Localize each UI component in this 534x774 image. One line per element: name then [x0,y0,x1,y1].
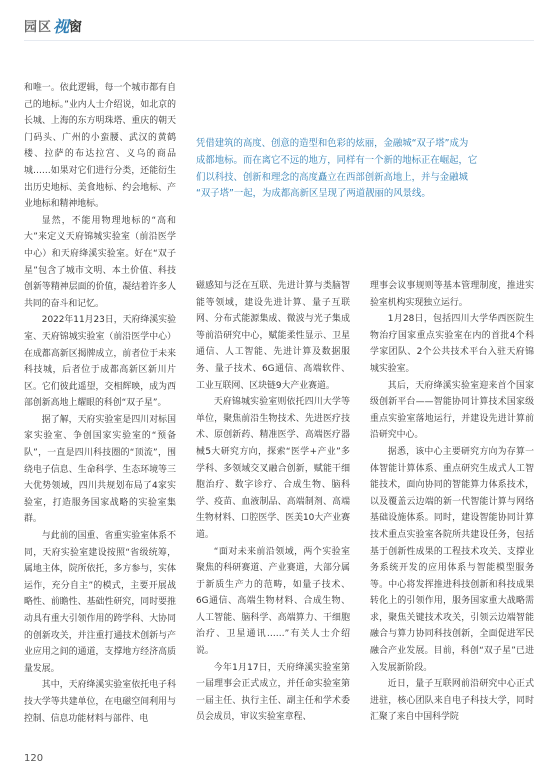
header-text-c: 窗 [69,19,84,35]
paragraph: 与此前的国重、省重实验室体系不同，天府实验室建设按照“省级统筹，属地主体，院所依托，多方参与，实体运作，充分自主”的模式，主要开展战略性、前瞻性、基础性研究，同时要推动具有重大引领作用的跨学科、大协同的创新攻关，并注重打通技术创新与产业应用之间的通道，支撑地方经济高质量发展。 [24,531,176,674]
paragraph: 据了解，天府实验室是四川对标国家实验室、争创国家实验室的“预备队”，一直是四川科技圈的“顶流”，围绕电子信息、生命科学、生态环境等三大优势领域，四川共规划布局了4家实验室，打造服务国家战略的实验室集群。 [24,414,176,525]
pull-quote [196,136,534,203]
paragraph: “面对未来前沿领域，两个实验室聚焦的科研赛道、产业赛道，大部分属于新质生产力的范畴，如量子技术、6G通信、高端生物材料、合成生物、人工智能、脑科学、高端算力、干细胞治疗、卫星通讯……”有关人士介绍说。 [196,546,350,657]
pull-quote-line: 凭借建筑的高度、创意的造型和色彩的炫丽，金融城“双子塔”成为 [196,138,469,149]
page-number: 120 [24,753,44,764]
paragraph: 显然，不能用物理地标的“高和大”来定义天府锦城实验室（前沿医学中心）和天府绛溪实验室。好在“双子星”包含了城市文明、本土价值、科技创新等精神层面的价值，凝结着许多人共同的奋斗和记忆。 [24,215,176,309]
article-column-3 [370,278,534,726]
paragraph: 2022年11月23日，天府绛溪实验室、天府锦城实验室（前沿医学中心）在成都高新区揭牌成立，前者位于未来科技城，后者位于成都高新区新川片区。它们彼此遥望，交相辉映，成为西部创新高地上耀眼的科创“双子星”。 [24,315,176,409]
paragraph: 今年1月17日，天府绛溪实验室第一届理事会正式成立，并任命实验室第一届主任、执行主任、副主任和学术委员会成员，审议实验室章程、 [196,662,350,723]
article-column-2 [196,278,350,726]
paragraph: 和唯一。依此逻辑，每一个城市都有自己的地标。”业内人士介绍说，如北京的长城、上海的东方明珠塔、重庆的朝天门码头、广州的小蛮腰、武汉的黄鹤楼、拉萨的布达拉宫、义乌的商品城……如果对它们进行分类，还能衍生出历史地标、美食地标、约会地标、产业地标和精神地标。 [24,83,176,210]
header-text-a: 园区 [24,19,53,35]
article-column-1 [24,80,176,727]
paragraph: 据悉，该中心主要研究方向为存算一体智能计算体系、重点研究生成式人工智能技术，面向协同的智能算力体系技术，以及覆盖云边端的新一代智能计算与网络基础设施体系。同时，建设智能协同计算技术重点实验室各院所共建设任务，包括基于创新性成果的工程技术攻关、支撑业务系统开发的应用体系与智能模型服务等。中心将发挥推进科技创新和科技成果转化上的引领作用，服务国家重大战略需求，聚焦关键技术攻关，引领云边端智能融合与算力协同科技创新，全面促进军民融合产业发展。目前，科创“双子星”已进入发展新阶段。 [370,446,534,673]
header-text-b: 视 [53,16,70,36]
paragraph: 天府锦城实验室则依托四川大学等单位，聚焦前沿生物技术、先进医疗技术、原创新药、精准医学、高端医疗器械5大研究方向，探索“医学+产业”多学科、多领域交叉融合创新，赋能干细胞治疗、数字诊疗、合成生物、脑科学、疫苗、血液制品、高端制剂、高端生物材料、口腔医学、医美10大产业赛道。 [196,397,350,540]
paragraph: 其后，天府绛溪实验室迎来首个国家级创新平台——智能协同计算技术国家级重点实验室落地运行，并建设先进计算前沿研究中心。 [370,380,534,441]
section-header [24,14,83,36]
paragraph: 磁感知与泛在互联、先进计算与类脑智能等领域，建设先进计算、量子互联网、分布式能源集成、微波与光子集成等前沿研究中心，赋能柔性显示、卫星通信、人工智能、先进计算及数据服务、量子技术、6G通信、高端软件、工业互联网、区块链9大产业赛道。 [196,281,350,391]
pull-quote-line: 们以科技、创新和理念的高度矗立在西部创新高地上，并与金融城 [196,171,468,183]
paragraph: 1月28日，包括四川大学华西医院生物治疗国家重点实验室在内的首批4个科学家团队、2个公共技术平台入驻天府锦城实验室。 [370,314,534,374]
pull-quote-line: 成都地标。而在离它不远的地方，同样有一个新的地标正在崛起，它 [196,154,478,166]
pull-quote-line: “双子塔”一起，为成都高新区呈现了两道靓丽的风景线。 [196,188,431,200]
header-divider [24,40,534,41]
paragraph: 近日，量子互联网前沿研究中心正式进驻，核心团队来自电子科技大学，同时汇聚了来自中国科学院 [370,679,534,723]
paragraph: 其中，天府绛溪实验室依托电子科技大学等共建单位，在电磁空间利用与控制、信息功能材料与部件、电 [24,680,176,724]
paragraph: 理事会议事规则等基本管理制度，推进实验室机构实现独立运行。 [370,281,534,308]
